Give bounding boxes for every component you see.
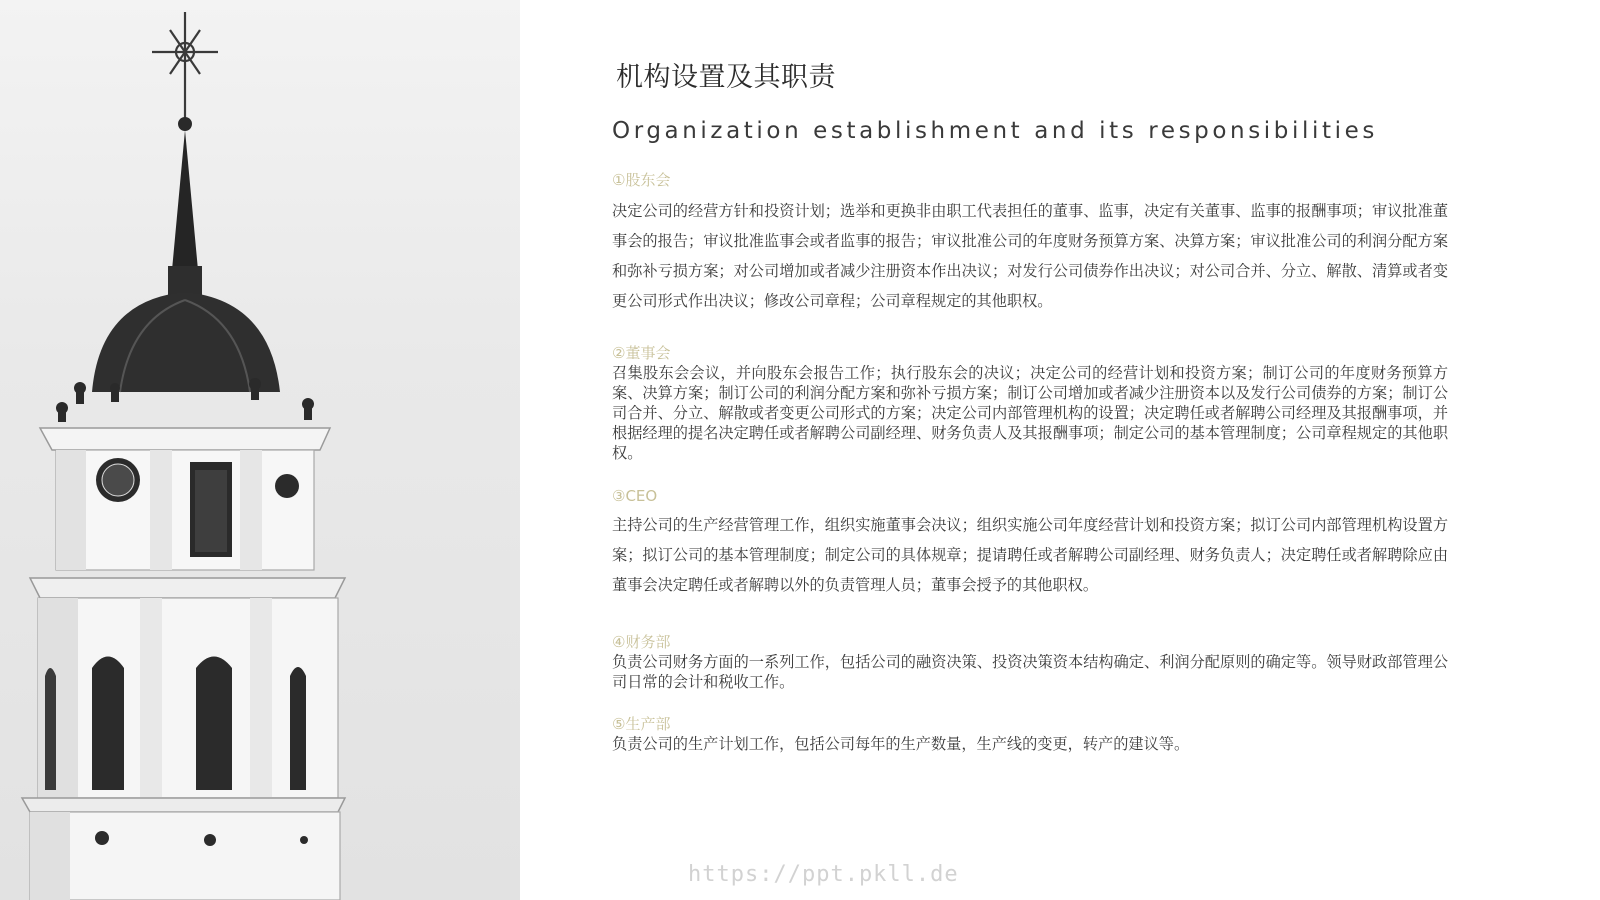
section-shareholders-meeting [612,170,1448,316]
section-heading: ④财务部 [612,633,671,651]
content-panel [612,0,1452,900]
section-body: 决定公司的经营方针和投资计划；选举和更换非由职工代表担任的董事、监事，决定有关董事、监事的报酬事项；审议批准董事会的报告；审议批准监事会或者监事的报告；审议批准公司的年度财务预算方案、决算方案；审议批准公司的利润分配方案和弥补亏损方案；对公司增加或者减少注册资本作出决议；对发行公司债券作出决议；对公司合并、分立、解散、清算或者变更公司形式作出决议；修改公司章程；公司章程规定的其他职权。 [612,202,1448,310]
bell-tower-illustration [0,0,520,900]
section-heading: ②董事会 [612,344,671,362]
section-body: 主持公司的生产经营管理工作，组织实施董事会决议；组织实施公司年度经营计划和投资方案；拟订公司内部管理机构设置方案；拟订公司的基本管理制度；制定公司的具体规章；提请聘任或者解聘公司副经理、财务负责人；决定聘任或者解聘除应由董事会决定聘任或者解聘以外的负责管理人员；董事会授予的其他职权。 [612,516,1448,594]
section-body: 负责公司财务方面的一系列工作，包括公司的融资决策、投资决策资本结构确定、利润分配原则的确定等。领导财政部管理公司日常的会计和税收工作。 [612,653,1448,691]
section-heading: ①股东会 [612,171,671,189]
section-heading: ③CEO [612,487,658,505]
section-production-dept [612,714,1448,754]
section-finance-dept [612,632,1448,692]
section-ceo [612,486,1448,600]
page-subtitle: Organization establishment and its responsibilities [612,118,1378,144]
page-title: 机构设置及其职责 [616,62,836,93]
section-body: 召集股东会会议，并向股东会报告工作；执行股东会的决议；决定公司的经营计划和投资方案；制订公司的年度财务预算方案、决算方案；制订公司的利润分配方案和弥补亏损方案；制订公司增加或者减少注册资本以及发行公司债券的方案；制订公司合并、分立、解散或者变更公司形式的方案；决定公司内部管理机构的设置；决定聘任或者解聘公司经理及其报酬事项，并根据经理的提名决定聘任或者解聘公司副经理、财务负责人及其报酬事项；制定公司的基本管理制度；公司章程规定的其他职权。 [612,364,1448,462]
watermark-url: https://ppt.pkll.de [688,862,959,887]
section-heading: ⑤生产部 [612,715,671,733]
section-body: 负责公司的生产计划工作，包括公司每年的生产数量，生产线的变更，转产的建议等。 [612,735,1190,753]
section-board-of-directors [612,343,1448,463]
bell-tower-photo [0,0,520,900]
